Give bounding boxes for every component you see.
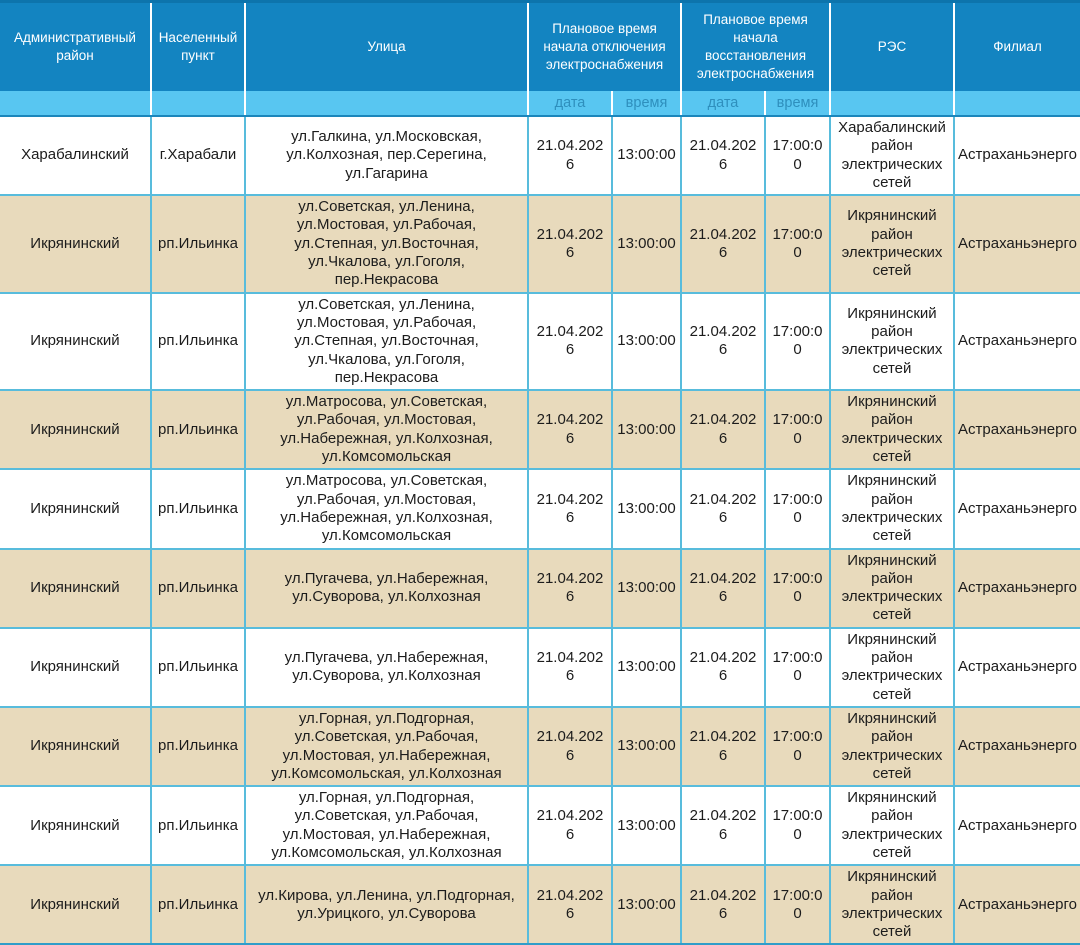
cell-streets: ул.Матросова, ул.Советская, ул.Рабочая, ул.Мостовая, ул.Набережная, ул.Колхозная, ул.Комсомольская bbox=[245, 390, 528, 469]
cell-branch: Астраханьэнерго bbox=[954, 469, 1080, 548]
cell-res: Икрянинский район электрических сетей bbox=[830, 707, 954, 786]
cell-branch: Астраханьэнерго bbox=[954, 116, 1080, 195]
table-row bbox=[0, 786, 1080, 865]
cell-settlement: рп.Ильинка bbox=[151, 628, 245, 707]
cell-restore-date: 21.04.2026 bbox=[681, 116, 765, 195]
col-header-street: Улица bbox=[245, 2, 528, 92]
cell-settlement: рп.Ильинка bbox=[151, 549, 245, 628]
cell-outage-time: 13:00:00 bbox=[612, 549, 681, 628]
cell-outage-date: 21.04.2026 bbox=[528, 628, 612, 707]
cell-district: Икрянинский bbox=[0, 293, 151, 390]
table-header bbox=[0, 2, 1080, 117]
cell-branch: Астраханьэнерго bbox=[954, 628, 1080, 707]
cell-streets: ул.Горная, ул.Подгорная, ул.Советская, ул.Рабочая, ул.Мостовая, ул.Набережная, ул.Комсомольская, ул.Колхозная bbox=[245, 707, 528, 786]
cell-settlement: рп.Ильинка bbox=[151, 786, 245, 865]
cell-settlement: рп.Ильинка bbox=[151, 195, 245, 292]
cell-restore-time: 17:00:00 bbox=[765, 195, 830, 292]
table-row bbox=[0, 469, 1080, 548]
subheader-spacer-district bbox=[0, 91, 151, 116]
cell-outage-time: 13:00:00 bbox=[612, 707, 681, 786]
cell-res: Харабалинский район электрических сетей bbox=[830, 116, 954, 195]
cell-outage-time: 13:00:00 bbox=[612, 865, 681, 944]
cell-streets: ул.Галкина, ул.Московская, ул.Колхозная, пер.Серегина, ул.Гагарина bbox=[245, 116, 528, 195]
cell-streets: ул.Пугачева, ул.Набережная, ул.Суворова, ул.Колхозная bbox=[245, 628, 528, 707]
subheader-outage-time: время bbox=[612, 91, 681, 116]
cell-restore-time: 17:00:00 bbox=[765, 628, 830, 707]
cell-outage-time: 13:00:00 bbox=[612, 116, 681, 195]
col-header-settlement: Населенный пункт bbox=[151, 2, 245, 92]
cell-restore-date: 21.04.2026 bbox=[681, 628, 765, 707]
cell-district: Икрянинский bbox=[0, 628, 151, 707]
cell-restore-date: 21.04.2026 bbox=[681, 865, 765, 944]
cell-district: Икрянинский bbox=[0, 195, 151, 292]
cell-district: Икрянинский bbox=[0, 786, 151, 865]
cell-streets: ул.Пугачева, ул.Набережная, ул.Суворова, ул.Колхозная bbox=[245, 549, 528, 628]
cell-settlement: рп.Ильинка bbox=[151, 293, 245, 390]
subheader-spacer-res bbox=[830, 91, 954, 116]
cell-res: Икрянинский район электрических сетей bbox=[830, 469, 954, 548]
col-header-res: РЭС bbox=[830, 2, 954, 92]
cell-restore-date: 21.04.2026 bbox=[681, 549, 765, 628]
cell-district: Икрянинский bbox=[0, 390, 151, 469]
cell-district: Икрянинский bbox=[0, 865, 151, 944]
cell-district: Икрянинский bbox=[0, 707, 151, 786]
table-row bbox=[0, 390, 1080, 469]
col-header-district: Административный район bbox=[0, 2, 151, 92]
cell-outage-date: 21.04.2026 bbox=[528, 865, 612, 944]
cell-res: Икрянинский район электрических сетей bbox=[830, 628, 954, 707]
cell-restore-date: 21.04.2026 bbox=[681, 390, 765, 469]
cell-streets: ул.Матросова, ул.Советская, ул.Рабочая, ул.Мостовая, ул.Набережная, ул.Колхозная, ул.Комсомольская bbox=[245, 469, 528, 548]
cell-streets: ул.Кирова, ул.Ленина, ул.Подгорная, ул.Урицкого, ул.Суворова bbox=[245, 865, 528, 944]
cell-outage-time: 13:00:00 bbox=[612, 469, 681, 548]
cell-outage-date: 21.04.2026 bbox=[528, 469, 612, 548]
subheader-outage-date: дата bbox=[528, 91, 612, 116]
cell-res: Икрянинский район электрических сетей bbox=[830, 293, 954, 390]
cell-outage-date: 21.04.2026 bbox=[528, 390, 612, 469]
cell-outage-date: 21.04.2026 bbox=[528, 293, 612, 390]
cell-res: Икрянинский район электрических сетей bbox=[830, 195, 954, 292]
cell-restore-time: 17:00:00 bbox=[765, 549, 830, 628]
cell-district: Харабалинский bbox=[0, 116, 151, 195]
cell-settlement: рп.Ильинка bbox=[151, 707, 245, 786]
table-row bbox=[0, 628, 1080, 707]
subheader-spacer-settlement bbox=[151, 91, 245, 116]
cell-outage-time: 13:00:00 bbox=[612, 390, 681, 469]
cell-settlement: г.Харабали bbox=[151, 116, 245, 195]
cell-branch: Астраханьэнерго bbox=[954, 549, 1080, 628]
cell-restore-time: 17:00:00 bbox=[765, 707, 830, 786]
cell-restore-date: 21.04.2026 bbox=[681, 707, 765, 786]
cell-settlement: рп.Ильинка bbox=[151, 469, 245, 548]
col-header-restore-start: Плановое время начала восстановления электроснабжения bbox=[681, 2, 830, 92]
subheader-spacer-street bbox=[245, 91, 528, 116]
cell-district: Икрянинский bbox=[0, 549, 151, 628]
cell-outage-time: 13:00:00 bbox=[612, 195, 681, 292]
cell-restore-time: 17:00:00 bbox=[765, 786, 830, 865]
table-row bbox=[0, 707, 1080, 786]
cell-outage-date: 21.04.2026 bbox=[528, 116, 612, 195]
col-header-outage-start: Плановое время начала отключения электроснабжения bbox=[528, 2, 681, 92]
cell-outage-date: 21.04.2026 bbox=[528, 195, 612, 292]
table-row bbox=[0, 116, 1080, 195]
cell-streets: ул.Советская, ул.Ленина, ул.Мостовая, ул.Рабочая, ул.Степная, ул.Восточная, ул.Чкалова, ул.Гоголя, пер.Некрасова bbox=[245, 195, 528, 292]
header-row-sub bbox=[0, 91, 1080, 116]
cell-restore-time: 17:00:00 bbox=[765, 390, 830, 469]
table-row bbox=[0, 865, 1080, 944]
subheader-restore-time: время bbox=[765, 91, 830, 116]
cell-restore-date: 21.04.2026 bbox=[681, 195, 765, 292]
cell-branch: Астраханьэнерго bbox=[954, 390, 1080, 469]
subheader-spacer-branch bbox=[954, 91, 1080, 116]
cell-streets: ул.Советская, ул.Ленина, ул.Мостовая, ул.Рабочая, ул.Степная, ул.Восточная, ул.Чкалова, ул.Гоголя, пер.Некрасова bbox=[245, 293, 528, 390]
subheader-restore-date: дата bbox=[681, 91, 765, 116]
cell-res: Икрянинский район электрических сетей bbox=[830, 549, 954, 628]
table-row bbox=[0, 293, 1080, 390]
col-header-branch: Филиал bbox=[954, 2, 1080, 92]
cell-restore-time: 17:00:00 bbox=[765, 469, 830, 548]
cell-res: Икрянинский район электрических сетей bbox=[830, 786, 954, 865]
cell-restore-date: 21.04.2026 bbox=[681, 293, 765, 390]
cell-outage-date: 21.04.2026 bbox=[528, 786, 612, 865]
cell-restore-time: 17:00:00 bbox=[765, 865, 830, 944]
cell-outage-time: 13:00:00 bbox=[612, 786, 681, 865]
cell-branch: Астраханьэнерго bbox=[954, 865, 1080, 944]
header-row-main bbox=[0, 2, 1080, 92]
cell-outage-time: 13:00:00 bbox=[612, 293, 681, 390]
cell-outage-time: 13:00:00 bbox=[612, 628, 681, 707]
cell-restore-date: 21.04.2026 bbox=[681, 469, 765, 548]
cell-branch: Астраханьэнерго bbox=[954, 293, 1080, 390]
cell-branch: Астраханьэнерго bbox=[954, 707, 1080, 786]
table-body bbox=[0, 116, 1080, 944]
cell-restore-time: 17:00:00 bbox=[765, 293, 830, 390]
cell-restore-date: 21.04.2026 bbox=[681, 786, 765, 865]
cell-res: Икрянинский район электрических сетей bbox=[830, 865, 954, 944]
cell-res: Икрянинский район электрических сетей bbox=[830, 390, 954, 469]
cell-settlement: рп.Ильинка bbox=[151, 865, 245, 944]
cell-outage-date: 21.04.2026 bbox=[528, 707, 612, 786]
cell-settlement: рп.Ильинка bbox=[151, 390, 245, 469]
cell-branch: Астраханьэнерго bbox=[954, 786, 1080, 865]
cell-outage-date: 21.04.2026 bbox=[528, 549, 612, 628]
table-row bbox=[0, 195, 1080, 292]
table-row bbox=[0, 549, 1080, 628]
cell-branch: Астраханьэнерго bbox=[954, 195, 1080, 292]
cell-district: Икрянинский bbox=[0, 469, 151, 548]
cell-streets: ул.Горная, ул.Подгорная, ул.Советская, ул.Рабочая, ул.Мостовая, ул.Набережная, ул.Комсомольская, ул.Колхозная bbox=[245, 786, 528, 865]
cell-restore-time: 17:00:00 bbox=[765, 116, 830, 195]
